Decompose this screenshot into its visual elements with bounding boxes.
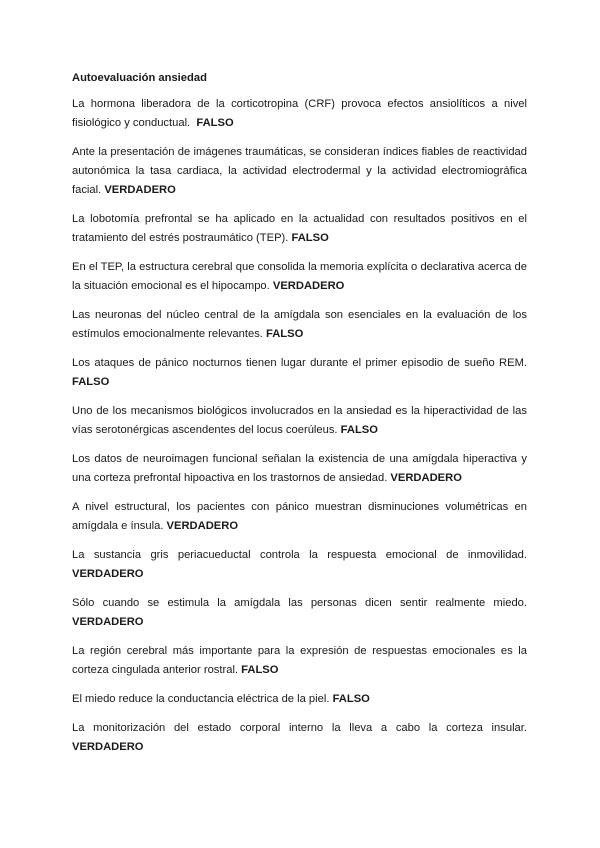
question-item (72, 258, 527, 296)
answer-label: FALSO (241, 664, 279, 676)
question-item (72, 210, 527, 248)
question-item (72, 642, 527, 680)
question-statement: Los ataques de pánico nocturnos tienen lugar durante el primer episodio de sueño REM. (72, 357, 527, 369)
answer-label: VERDADERO (272, 280, 345, 292)
document-title: Autoevaluación ansiedad (72, 72, 207, 84)
answer-label: VERDADERO (72, 616, 144, 628)
answer-label: FALSO (72, 376, 110, 388)
question-item (72, 594, 527, 632)
answer-label: VERDADERO (390, 472, 462, 484)
answer-label: VERDADERO (104, 184, 176, 196)
question-item (72, 690, 527, 709)
answer-label: VERDADERO (72, 741, 144, 753)
question-statement: El miedo reduce la conductancia eléctrica de la piel. (72, 693, 330, 705)
question-statement: A nivel estructural, los pacientes con pánico muestran disminuciones volumétricas en amígdala e ínsula. (72, 501, 527, 532)
question-item (72, 143, 527, 200)
question-statement: Uno de los mecanismos biológicos involucrados en la ansiedad es la hiperactividad de las vías serotonérgicas ascendentes del locus coerúleus. (72, 405, 527, 436)
question-statement: Ante la presentación de imágenes traumáticas, se consideran índices fiables de reactividad autonómica la tasa cardiaca, la actividad electrodermal y la actividad electromiográfica facial. (72, 146, 527, 196)
question-item (72, 546, 527, 584)
answer-label: FALSO (266, 328, 304, 340)
question-item (72, 354, 527, 392)
answer-label: FALSO (332, 693, 370, 705)
answer-label: VERDADERO (72, 568, 144, 580)
answer-label: VERDADERO (166, 520, 239, 532)
question-statement: La región cerebral más importante para la expresión de respuestas emocionales es la corteza cingulada anterior rostral. (72, 645, 527, 676)
question-item (72, 306, 527, 344)
question-statement: Sólo cuando se estimula la amígdala las personas dicen sentir realmente miedo. (72, 597, 527, 609)
question-statement: La monitorización del estado corporal interno la lleva a cabo la corteza insular. (72, 722, 527, 734)
question-item (72, 719, 527, 757)
answer-label: FALSO (340, 424, 378, 436)
question-item (72, 95, 527, 133)
question-statement: La hormona liberadora de la corticotropina (CRF) provoca efectos ansiolíticos a nivel fisiológico y conductual. (72, 98, 527, 129)
document-content (72, 70, 527, 767)
answer-label: FALSO (291, 232, 329, 244)
question-statement: En el TEP, la estructura cerebral que consolida la memoria explícita o declarativa acerca de la situación emocional es el hipocampo. (72, 261, 527, 292)
question-statement: La lobotomía prefrontal se ha aplicado en la actualidad con resultados positivos en el tratamiento del estrés postraumático (TEP). (72, 213, 527, 244)
question-item (72, 498, 527, 536)
question-statement: Las neuronas del núcleo central de la amígdala son esenciales en la evaluación de los estímulos emocionalmente relevantes. (72, 309, 527, 340)
question-item (72, 450, 527, 488)
question-statement: Los datos de neuroimagen funcional señalan la existencia de una amígdala hiperactiva y una corteza prefrontal hipoactiva en los trastornos de ansiedad. (72, 453, 527, 484)
question-item (72, 402, 527, 440)
question-statement: La sustancia gris periacueductal controla la respuesta emocional de inmovilidad. (72, 549, 527, 561)
answer-label: FALSO (196, 117, 234, 129)
